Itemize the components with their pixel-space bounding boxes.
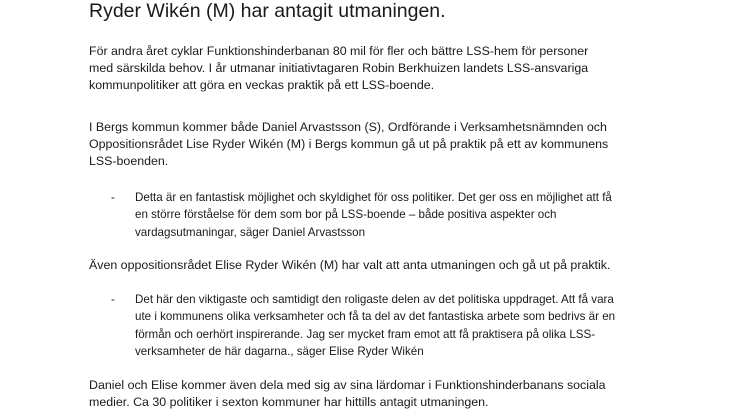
quote-line: ute i kommunens olika verksamheter och få ta del av det fantastiska arbete som bedrivs är en <box>135 310 616 324</box>
paragraph-line: Även oppositionsrådet Elise Ryder Wikén (M) har valt att anta utmaningen och gå ut på praktik. <box>89 258 611 272</box>
paragraph-line: med särskilda behov. I år utmanar initiativtagaren Robin Berkhuizen landets LSS-ansvariga <box>89 61 589 76</box>
paragraph-line: I Bergs kommun kommer både Daniel Arvastsson (S), Ordförande i Verksamhetsnämnden och <box>89 120 607 134</box>
paragraph-oppositionsradet <box>89 257 709 274</box>
quote-item <box>111 291 701 361</box>
paragraph-line: LSS-boenden. <box>89 154 169 169</box>
paragraph-line: Oppositionsrådet Lise Ryder Wikén (M) i Bergs kommun gå ut på praktik på ett av kommunens <box>89 137 609 152</box>
quote-item <box>111 189 701 241</box>
document-heading: Ryder Wikén (M) har antagit utmaningen. <box>89 0 446 22</box>
list-dash-marker: - <box>111 293 115 306</box>
paragraph-closing <box>89 377 709 411</box>
quote-line: verksamheter de här dagarna., säger Elise Ryder Wikén <box>135 345 424 359</box>
quote-line: vardagsutmaningar, säger Daniel Arvastsson <box>135 225 366 239</box>
quote-line: förmån och oerhört inspirerande. Jag ser mycket fram emot att få praktisera på olika LSS- <box>135 327 596 341</box>
quote-line: Detta är en fantastisk möjlighet och skyldighet för oss politiker. Det ger oss en möjlighet att få <box>135 191 612 204</box>
paragraph-line: medier. Ca 30 politiker i sexton kommuner har hittills antagit utmaningen. <box>89 395 489 410</box>
paragraph-line: Daniel och Elise kommer även dela med sig av sina lärdomar i Funktionshinderbanans sociala <box>89 378 606 392</box>
quote-daniel-arvastsson <box>111 189 701 241</box>
paragraph-bergs-kommun <box>89 119 709 171</box>
paragraph-line: För andra året cyklar Funktionshinderbanan 80 mil för fler och bättre LSS-hem för personer <box>89 44 589 58</box>
paragraph-line: kommunpolitiker att göra en veckas praktik på ett LSS-boende. <box>89 78 435 93</box>
quote-line: Det här den viktigaste och samtidigt den roligaste delen av det politiska uppdraget. Att få vara <box>135 293 614 306</box>
quote-line: en större förståelse för dem som bor på LSS-boende – både positiva aspekter och <box>135 208 557 222</box>
quote-elise-ryder-wiken <box>111 291 701 361</box>
list-dash-marker: - <box>111 191 115 204</box>
paragraph-intro <box>89 43 709 95</box>
